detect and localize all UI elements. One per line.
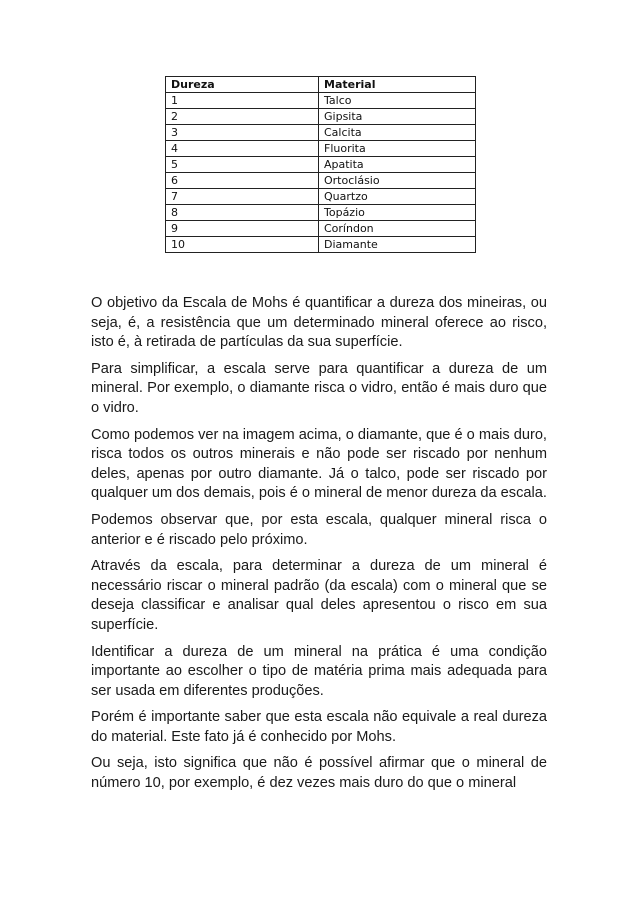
paragraph-method: Através da escala, para determinar a dureza de um mineral é necessário riscar o mineral padrão (da escala) com o mineral que se deseja classificar e analisar qual deles apresentou o risco em sua superfície. [91, 558, 547, 633]
table-row [166, 157, 476, 173]
material-cell: Topázio [319, 205, 476, 221]
material-cell: Diamante [319, 237, 476, 253]
paragraph-meaning: Ou seja, isto significa que não é possível afirmar que o mineral de número 10, por exemplo, é dez vezes mais duro do que o mineral [91, 755, 547, 792]
table-row [166, 109, 476, 125]
material-cell: Talco [319, 93, 476, 109]
table-row [166, 237, 476, 253]
material-cell: Ortoclásio [319, 173, 476, 189]
table-row [166, 189, 476, 205]
material-cell: Calcita [319, 125, 476, 141]
paragraph-diamond: Como podemos ver na imagem acima, o diamante, que é o mais duro, risca todos os outros minerais e não pode ser riscado por nenhum deles, apenas por outro diamante. Já o talco, pode ser riscado por qualquer um dos demais, pois é o mineral de menor dureza da escala. [91, 426, 547, 502]
paragraph-caveat: Porém é importante saber que esta escala não equivale a real dureza do material. Este fato já é conhecido por Mohs. [91, 709, 547, 745]
hardness-cell: 5 [166, 157, 319, 173]
table-row [166, 173, 476, 189]
hardness-cell: 4 [166, 141, 319, 157]
material-cell: Coríndon [319, 221, 476, 237]
material-cell: Quartzo [319, 189, 476, 205]
hardness-cell: 3 [166, 125, 319, 141]
table-row [166, 125, 476, 141]
table-row [166, 205, 476, 221]
hardness-cell: 10 [166, 237, 319, 253]
hardness-cell: 9 [166, 221, 319, 237]
material-cell: Apatita [319, 157, 476, 173]
table-header-row [166, 77, 476, 93]
hardness-cell: 6 [166, 173, 319, 189]
paragraph-simplify: Para simplificar, a escala serve para quantificar a dureza de um mineral. Por exemplo, o diamante risca o vidro, então é mais duro que o vidro. [91, 360, 547, 416]
paragraph-practice: Identificar a dureza de um mineral na prática é uma condição importante ao escolher o tipo de matéria prima mais adequada para ser usada em diferentes produções. [91, 643, 547, 699]
table-row [166, 141, 476, 157]
hardness-cell: 1 [166, 93, 319, 109]
column-header-material: Material [319, 77, 476, 93]
hardness-cell: 8 [166, 205, 319, 221]
column-header-dureza: Dureza [166, 77, 319, 93]
paragraph-objective: O objetivo da Escala de Mohs é quantificar a dureza dos mineiras, ou seja, é, a resistência que um determinado mineral oferece ao risco, isto é, à retirada de partículas da sua superfície. [91, 295, 547, 351]
mohs-scale-table-image [165, 76, 476, 253]
material-cell: Gipsita [319, 109, 476, 125]
hardness-cell: 7 [166, 189, 319, 205]
table-row [166, 221, 476, 237]
material-cell: Fluorita [319, 141, 476, 157]
body-text [91, 294, 547, 801]
hardness-cell: 2 [166, 109, 319, 125]
table-row [166, 93, 476, 109]
mohs-scale-table [165, 76, 476, 253]
paragraph-order: Podemos observar que, por esta escala, qualquer mineral risca o anterior e é riscado pelo próximo. [91, 511, 547, 548]
